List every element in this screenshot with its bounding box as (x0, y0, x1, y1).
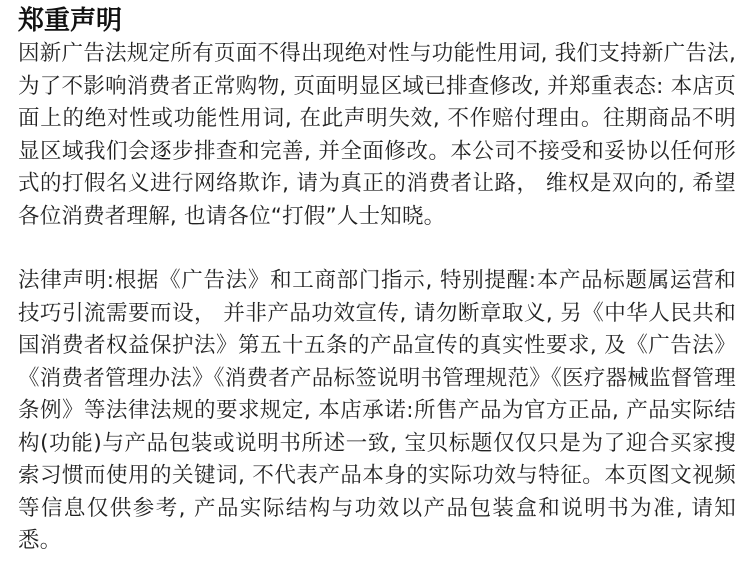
legal-statement-paragraph: 法律声明:根据《广告法》和工商部门指示, 特别提醒:本产品标题属运营和技巧引流需要而设， 并非产品功效宣传, 请勿断章取义, 另《中华人民共和国消费者权益保护法》第五十五条的产品宣传的真实性要求, 及《广告法》《消费者管理办法》《消费者产品标签说明书管理规范》《医疗器械监督管理条例》等法律法规的要求规定, 本店承诺:所售产品为官方正品, 产品实际结构(功能)与产品包装或说明书所述一致, 宝贝标题仅仅只是为了迎合买家搜索习惯而使用的关键词, 不代表产品本身的实际功效与特征。本页图文视频等信息仅供参考, 产品实际结构与功效以产品包装盒和说明书为准, 请知悉。 (18, 268, 736, 553)
page-title: 郑重声明 (18, 6, 123, 36)
declaration-paragraph: 因新广告法规定所有页面不得出现绝对性与功能性用词, 我们支持新广告法, 为了不影响消费者正常购物, 页面明显区域已排查修改, 并郑重表态: 本店页面上的绝对性或功能性用词, 在此声明失效, 不作赔付理由。往期商品不明显区域我们会逐步排查和完善, 并全面修改。本公司不接受和妥协以任何形式的打假名义进行网络欺诈, 请为真正的消费者让路， 维权是双向的, 希望各位消费者理解, 也请各位“打假”人士知晓。 (18, 41, 736, 229)
